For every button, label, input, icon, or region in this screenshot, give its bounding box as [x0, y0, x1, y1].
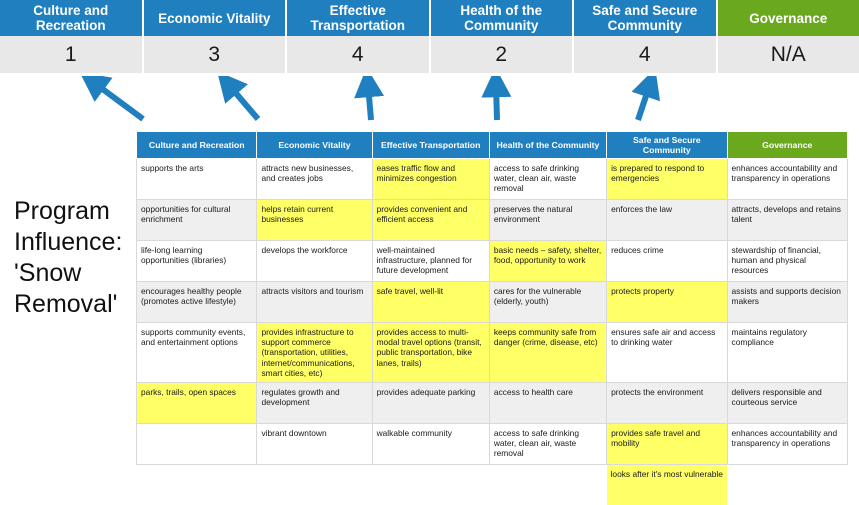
matrix-cell: stewardship of financial, human and physical resources [727, 241, 847, 282]
arrow-icon-economic-vitality [228, 84, 258, 119]
matrix-cell [727, 465, 847, 505]
table-row [137, 241, 848, 282]
matrix-cell: develops the workforce [257, 241, 372, 282]
matrix-cell: is prepared to respond to emergencies [607, 159, 727, 200]
matrix-cell: walkable community [372, 424, 489, 465]
header-cell-governance[interactable]: Governance [718, 0, 859, 36]
matrix-cell: protects property [607, 282, 727, 323]
matrix-header-effective-transportation: Effective Transportation [372, 132, 489, 159]
table-row [137, 383, 848, 424]
matrix-cell: access to safe drinking water, clean air, waste removal [489, 424, 606, 465]
matrix-cell: opportunities for cultural enrichment [137, 200, 257, 241]
score-economic-vitality: 3 [144, 36, 288, 73]
matrix-header-economic-vitality: Economic Vitality [257, 132, 372, 159]
matrix-cell: access to safe drinking water, clean air, waste removal [489, 159, 606, 200]
matrix-cell: attracts new businesses, and creates jobs [257, 159, 372, 200]
matrix-cell: reduces crime [607, 241, 727, 282]
header-cell-effective-transportation[interactable]: Effective Transportation [287, 0, 431, 36]
table-row [137, 200, 848, 241]
arrow-icon-culture-and-recreation [93, 82, 143, 119]
arrow-icon-safe-and-secure-community [638, 84, 650, 120]
matrix-cell [137, 424, 257, 465]
matrix-cell: assists and supports decision makers [727, 282, 847, 323]
matrix-cell: enhances accountability and transparency in operations [727, 424, 847, 465]
matrix-cell: provides adequate parking [372, 383, 489, 424]
matrix-header-culture-and-recreation: Culture and Recreation [137, 132, 257, 159]
matrix-cell: eases traffic flow and minimizes congestion [372, 159, 489, 200]
score-safe-and-secure-community: 4 [574, 36, 718, 73]
matrix-cell: attracts, develops and retains talent [727, 200, 847, 241]
matrix-cell: cares for the vulnerable (elderly, youth) [489, 282, 606, 323]
matrix-cell: regulates growth and development [257, 383, 372, 424]
matrix-cell: life-long learning opportunities (libraries) [137, 241, 257, 282]
table-row [137, 323, 848, 383]
table-row [137, 424, 848, 465]
table-row [137, 465, 848, 505]
score-governance: N/A [718, 36, 859, 73]
table-row [137, 159, 848, 200]
program-influence-caption: Program Influence: 'Snow Removal' [14, 196, 134, 320]
matrix-cell: access to health care [489, 383, 606, 424]
score-effective-transportation: 4 [287, 36, 431, 73]
matrix-cell: provides access to multi-modal travel options (transit, public transportation, bike lanes, trails) [372, 323, 489, 383]
matrix-cell: preserves the natural environment [489, 200, 606, 241]
score-row [0, 36, 859, 76]
header-cell-health-of-the-community[interactable]: Health of the Community [431, 0, 575, 36]
matrix-cell: encourages healthy people (promotes active lifestyle) [137, 282, 257, 323]
arrow-icon-effective-transportation [368, 84, 371, 120]
matrix-cell: enforces the law [607, 200, 727, 241]
matrix-cell [489, 465, 606, 505]
header-cell-economic-vitality[interactable]: Economic Vitality [144, 0, 288, 36]
matrix-cell: provides convenient and efficient access [372, 200, 489, 241]
table-row [137, 282, 848, 323]
matrix-cell: maintains regulatory compliance [727, 323, 847, 383]
matrix-cell [372, 465, 489, 505]
matrix-cell: delivers responsible and courteous service [727, 383, 847, 424]
score-health-of-the-community: 2 [431, 36, 575, 73]
influence-matrix [136, 131, 848, 505]
matrix-cell: parks, trails, open spaces [137, 383, 257, 424]
matrix-header-governance: Governance [727, 132, 847, 159]
header-cell-culture-and-recreation[interactable]: Culture and Recreation [0, 0, 144, 36]
matrix-cell: supports the arts [137, 159, 257, 200]
arrow-layer [0, 76, 859, 132]
arrow-icon-health-of-the-community [496, 84, 497, 120]
matrix-cell: attracts visitors and tourism [257, 282, 372, 323]
matrix-cell: vibrant downtown [257, 424, 372, 465]
header-cell-safe-and-secure-community[interactable]: Safe and Secure Community [574, 0, 718, 36]
matrix-cell: provides infrastructure to support commerce (transportation, utilities, internet/communications, smart cities, etc) [257, 323, 372, 383]
matrix-cell: keeps community safe from danger (crime, disease, etc) [489, 323, 606, 383]
matrix-cell: basic needs – safety, shelter, food, opportunity to work [489, 241, 606, 282]
matrix-cell: enhances accountability and transparency in operations [727, 159, 847, 200]
matrix-cell: protects the environment [607, 383, 727, 424]
matrix-cell: helps retain current businesses [257, 200, 372, 241]
strategic-priorities-header [0, 0, 859, 36]
matrix-cell: ensures safe air and access to drinking water [607, 323, 727, 383]
matrix-cell: well-maintained infrastructure, planned for future development [372, 241, 489, 282]
matrix-header-safe-and-secure-community: Safe and Secure Community [607, 132, 727, 159]
matrix-header-health-of-the-community: Health of the Community [489, 132, 606, 159]
matrix-cell: looks after it's most vulnerable [607, 465, 727, 505]
matrix-header-row [137, 132, 848, 159]
matrix-cell: safe travel, well-lit [372, 282, 489, 323]
matrix-cell [137, 465, 257, 505]
matrix-cell: supports community events, and entertainment options [137, 323, 257, 383]
score-culture-and-recreation: 1 [0, 36, 144, 73]
matrix-cell: provides safe travel and mobility [607, 424, 727, 465]
matrix-cell [257, 465, 372, 505]
